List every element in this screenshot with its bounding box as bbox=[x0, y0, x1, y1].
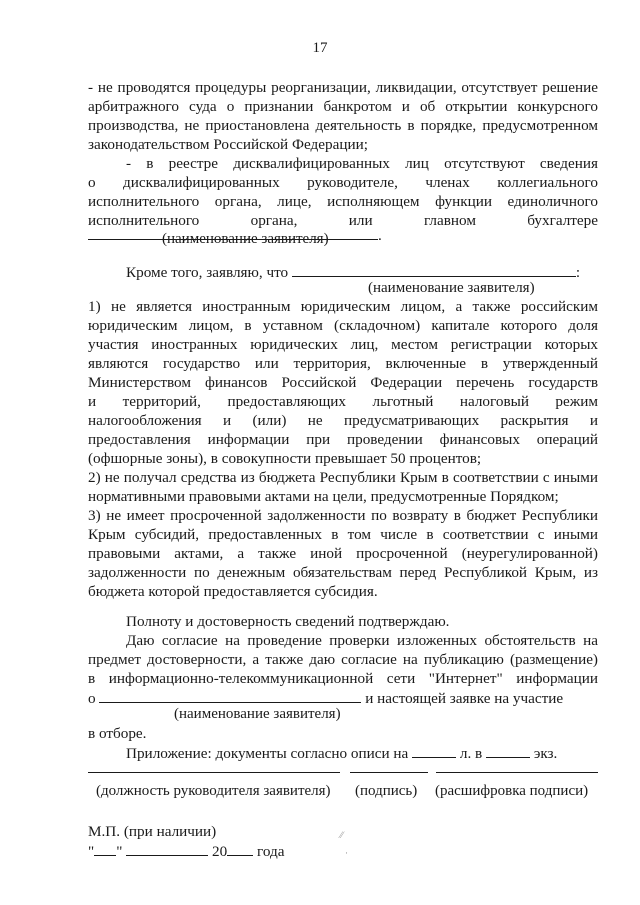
text-line: арбитражного суда о признании банкротом и об открытии конкурсного bbox=[88, 98, 598, 115]
scan-mark: ⁄⁄ bbox=[340, 830, 344, 840]
stamp-note: М.П. (при наличии) bbox=[88, 823, 217, 840]
text-line: и территорий, предоставляющих льготный налоговый режим bbox=[88, 393, 598, 410]
month-field[interactable] bbox=[126, 841, 208, 856]
copies-count-field[interactable] bbox=[486, 743, 530, 758]
decoding-caption: (расшифровка подписи) bbox=[435, 783, 589, 799]
text-line: предмет достоверности, а также даю согласие на публикацию (размещение) bbox=[88, 651, 598, 668]
text-line: исполнительного органа, лице, исполняющем функции единоличного bbox=[88, 193, 598, 210]
text-line: задолженности по денежным обязательствам перед Республикой Крым, из bbox=[88, 564, 598, 581]
text-line: о и настоящей заявке на участие bbox=[88, 690, 564, 707]
signature-line[interactable] bbox=[350, 772, 428, 773]
text-line: законодательством Российской Федерации; bbox=[88, 136, 368, 153]
text-line: Даю согласие на проведение проверки изложенных обстоятельств на bbox=[126, 632, 598, 649]
page-number: 17 bbox=[312, 40, 328, 56]
pages-count-field[interactable] bbox=[412, 743, 456, 758]
text-line: о дисквалифицированных руководителе, членах коллегиального bbox=[88, 174, 598, 191]
position-caption: (должность руководителя заявителя) bbox=[96, 783, 331, 799]
text-line: 3) не имеет просроченной задолженности по возврату в бюджет Республики bbox=[88, 507, 598, 524]
attachment-line: Приложение: документы согласно описи на л. в экз. bbox=[126, 745, 558, 762]
field-caption: (наименование заявителя) bbox=[162, 231, 329, 247]
text-line: 1) не является иностранным юридическим лицом, а также российским bbox=[88, 298, 598, 315]
text-line: являются государство или территория, включенные в утвержденный bbox=[88, 355, 598, 372]
text-line: в информационно-телекоммуникационной сети "Интернет" информации bbox=[88, 670, 598, 687]
position-signature-line[interactable] bbox=[88, 772, 340, 773]
field-caption: (наименование заявителя) bbox=[368, 280, 535, 296]
text-line: Крым субсидий, предоставленных в том числе в соответствии с иными bbox=[88, 526, 598, 543]
text-line: 2) не получал средства из бюджета Республики Крым в соответствии с иными bbox=[88, 469, 598, 486]
decoding-signature-line[interactable] bbox=[436, 772, 598, 773]
text-line: - в реестре дисквалифицированных лиц отсутствуют сведения bbox=[126, 155, 598, 172]
text-line: правовыми актами, а также иной просроченной (неурегулированной) bbox=[88, 545, 598, 562]
text-line: (офшорные зоны), в совокупности превышает 50 процентов; bbox=[88, 450, 482, 467]
signature-caption: (подпись) bbox=[355, 783, 418, 799]
text-line: налогообложения и (или) не предусматривающих раскрытия и bbox=[88, 412, 598, 429]
field-caption: (наименование заявителя) bbox=[174, 706, 341, 722]
text-line: - не проводятся процедуры реорганизации, ликвидации, отсутствует решение bbox=[88, 79, 598, 96]
intro-text: Кроме того, заявляю, что bbox=[126, 264, 289, 281]
text-line: Полноту и достоверность сведений подтверждаю. bbox=[126, 613, 450, 630]
day-field[interactable] bbox=[94, 841, 116, 856]
text-line: в отборе. bbox=[88, 725, 147, 742]
text-line: бюджета которой предоставляется субсидия. bbox=[88, 583, 378, 600]
text-line: Министерством финансов Российской Федерации перечень государств bbox=[88, 374, 598, 391]
applicant-name-field[interactable] bbox=[99, 688, 361, 703]
text-line: предоставления информации при проведении финансовых операций bbox=[88, 431, 598, 448]
text-line: производства, не приостановлена деятельность в порядке, предусмотренном bbox=[88, 117, 598, 134]
year-field[interactable] bbox=[227, 841, 253, 856]
text-line: Кроме того, заявляю, что : bbox=[126, 264, 581, 281]
applicant-name-field[interactable] bbox=[292, 262, 576, 277]
applicant-name-field[interactable]: . bbox=[88, 211, 388, 245]
text-line: участия иностранных юридических лиц, местом регистрации которых bbox=[88, 336, 598, 353]
text-line: нормативными правовыми актами на цели, предусмотренные Порядком; bbox=[88, 488, 559, 505]
text-line: исполнительного органа, или главном бухгалтере bbox=[88, 212, 598, 229]
text-line: юридическим лицом, в уставном (складочном) капитале которого доля bbox=[88, 317, 598, 334]
date-line: " " 20 года bbox=[88, 843, 285, 860]
scan-mark: · bbox=[345, 848, 348, 858]
